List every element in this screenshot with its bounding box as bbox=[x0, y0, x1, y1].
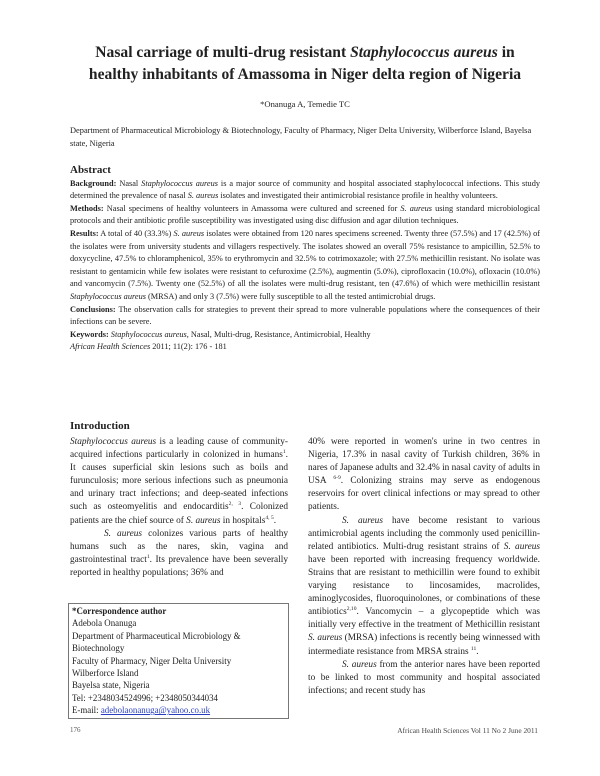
text-run: S. aureus bbox=[400, 203, 433, 213]
text-run: S. aureus bbox=[503, 541, 541, 552]
keywords bbox=[70, 329, 540, 342]
text-run: Nasal carriage of multi-drug resistant bbox=[95, 44, 351, 61]
correspondence-email-row bbox=[72, 704, 285, 716]
section-label: Conclusions: bbox=[70, 304, 116, 314]
abstract-results bbox=[70, 228, 540, 304]
correspondence-dept: Department of Pharmaceutical Microbiology & bbox=[72, 630, 241, 641]
text-run: . Vancomycin – a glycopeptide which was initially very effective in the treatment of Methicillin resistant bbox=[308, 607, 540, 631]
text-run: isolates and investigated their antimicrobial resistance profile in healthy volunteers. bbox=[218, 191, 498, 201]
authors: *Onanuga A, Temedie TC bbox=[260, 99, 350, 109]
introduction-right-column bbox=[308, 436, 540, 698]
correspondence-state: Bayelsa state, Nigeria bbox=[72, 680, 150, 691]
correspondence-faculty: Faculty of Pharmacy, Niger Delta University bbox=[72, 655, 232, 666]
correspondence-island: Wilberforce Island bbox=[72, 668, 139, 679]
section-label: Keywords: bbox=[70, 329, 109, 339]
abstract-heading: Abstract bbox=[70, 164, 111, 176]
text-run: . Colonizing strains may serve as endogenous reservoirs for overt clinical infections or may spread to other patients. bbox=[308, 476, 540, 513]
article-title bbox=[60, 42, 550, 86]
paragraph bbox=[308, 659, 540, 698]
correspondence-name: Adebola Onanuga bbox=[72, 618, 137, 629]
affiliation: Department of Pharmaceutical Microbiology & Biotechnology, Faculty of Pharmacy, Niger Delta University, Wilberforce Island, Bayelsa state, Nigeria bbox=[70, 126, 532, 148]
title-line-1 bbox=[60, 42, 550, 64]
introduction-left-column bbox=[70, 436, 288, 580]
text-run: . bbox=[476, 646, 479, 657]
text-run: Staphylococcus aureus bbox=[70, 291, 146, 301]
text-run: A total of 40 (33.3%) bbox=[98, 228, 174, 238]
text-run: using standard microbiological protocols and their antibiotic profile susceptibility was investigated using disc diffusion and agar dilution techniques. bbox=[70, 203, 541, 226]
text-run: Staphylococcus aureus bbox=[141, 178, 218, 188]
reference-superscript: 11 bbox=[470, 645, 477, 652]
text-run: , Nasal, Multi-drug, Resistance, Antimicrobial, Healthy bbox=[186, 329, 371, 339]
abstract-conclusions bbox=[70, 304, 540, 329]
abstract-methods bbox=[70, 203, 540, 228]
text-run: Staphylococcus aureus bbox=[110, 329, 187, 339]
journal-footer: African Health Sciences Vol 11 No 2 June 2011 bbox=[397, 726, 538, 735]
section-label: Background: bbox=[70, 178, 117, 188]
text-run: Nasal bbox=[116, 178, 142, 188]
text-run: . It causes superficial skin lesions such as boils and furunculosis; more serious infections such as pneumonia and urinary tract infections; and deep-seated infections such as osteomyelitis and endocarditis bbox=[70, 450, 288, 513]
text-run: (MRSA) infections is recently being winnessed with intermediate resistance from MRSA strains bbox=[308, 633, 541, 657]
text-run: S. aureus bbox=[104, 528, 143, 539]
abstract-section bbox=[70, 164, 540, 354]
paragraph bbox=[70, 436, 288, 528]
text-run: S. aureus bbox=[342, 515, 383, 526]
text-run: . Colonized patients are the chief source of bbox=[70, 502, 288, 526]
correspondence-box bbox=[68, 603, 289, 719]
text-run: Staphylococcus aureus bbox=[70, 437, 157, 447]
text-run: African Health Sciences bbox=[70, 342, 151, 352]
text-run: S. aureus bbox=[173, 228, 205, 238]
text-run: The observation calls for strategies to prevent their spread to more vulnerable populations where the consequences of their infections can be severe. bbox=[70, 304, 540, 327]
paragraph bbox=[308, 436, 540, 515]
text-run: 2011; 11(2): 176 - 181 bbox=[150, 342, 227, 352]
text-run: . bbox=[273, 515, 277, 526]
text-run: Nasal specimens of healthy volunteers in Amassoma were cultured and screened for bbox=[103, 203, 401, 213]
text-run: (MRSA) and only 3 (7.5%) were fully susceptible to all the tested antimicrobial drugs. bbox=[145, 291, 436, 301]
email-label: E-mail: bbox=[72, 705, 101, 716]
citation bbox=[70, 341, 540, 354]
title-line-2 bbox=[60, 64, 550, 86]
text-run: is a leading cause of community-acquired infections particularly in colonized in humans bbox=[70, 437, 288, 461]
paragraph bbox=[308, 515, 540, 659]
correspondence-tel: Tel: +2348034524996; +2348050344034 bbox=[72, 692, 218, 703]
reference-superscript: 1 bbox=[146, 553, 150, 560]
text-run: S. aureus bbox=[186, 515, 221, 526]
text-run: S. aureus bbox=[187, 191, 219, 201]
text-run: in bbox=[497, 44, 515, 61]
reference-superscript: 4, 5 bbox=[265, 514, 274, 521]
text-run: healthy inhabitants of Amassoma in Niger delta region of Nigeria bbox=[88, 66, 522, 83]
section-label: Methods: bbox=[70, 203, 104, 213]
correspondence-heading: *Correspondence author bbox=[72, 606, 167, 616]
text-run: from the anterior nares have been reported to be linked to most community and hospital associated infections; and recent study has bbox=[308, 659, 541, 696]
text-run: S. aureus bbox=[342, 659, 377, 670]
introduction-heading: Introduction bbox=[70, 420, 130, 432]
text-run: colonizes various parts of healthy humans such as the nares, skin, vagina and gastrointestinal tract bbox=[70, 528, 289, 565]
reference-superscript: 2, 3 bbox=[228, 501, 242, 508]
reference-superscript: 6-9 bbox=[333, 475, 341, 482]
text-run: is a major source of community and hospital associated staphylococcal infections. This study determined the prevalence of nasal bbox=[70, 178, 540, 201]
page-number: 176 bbox=[70, 726, 81, 734]
abstract-background bbox=[70, 178, 540, 203]
text-run: have become resistant to various antimicrobial agents including the commonly used penicillin-related antibiotics. Multi-drug resistant strains of bbox=[308, 515, 540, 552]
reference-superscript: 2,10 bbox=[346, 606, 357, 613]
text-run: . Its prevalence have been severally reported in healthy populations; 36% and bbox=[70, 554, 288, 578]
text-run: have been reported with increasing frequency worldwide. Strains that are resistant to methicillin were found to exhibit varying resistance to lincosamides, macrolides, aminoglycosides, fluoroquinolones, or combinations of these antibiotics bbox=[308, 554, 540, 618]
text-run: in hospitals bbox=[220, 515, 266, 526]
text-run: S. aureus bbox=[308, 633, 343, 644]
paragraph bbox=[70, 528, 288, 580]
reference-superscript: 1 bbox=[282, 449, 286, 455]
text-run: 40% were reported in women's urine in two centres in Nigeria, 17.3% in nasal cavity of Turkish children, 36% in nares of Japanese adults and 32.4% in nasal cavity of adults in USA bbox=[308, 437, 540, 487]
text-run: Staphylococcus aureus bbox=[350, 44, 498, 61]
text-run: isolates were obtained from 120 nares specimens screened. Twenty three (57.5%) and 17 (42.5%) of the isolates were from university students and villagers respectively. The isolates showed an overall 75% resistance to ampicillin, 52.5% to doxycycline, 47.5% to chloramphenicol, 35% to erythromycin and 32.5% to cotrimoxazole; with 27.5% methicillin resistant. No isolate was resistant to gentamicin while few isolates were resistant to cefuroxime (2.5%), augmentin (5.0%), ciprofloxacin (10.0%), ofloxacin (10.0%) and vancomycin (7.5%). Twenty one (52.5%) of all the isolates were multi-drug resistant, ten (47.6%) of which were methicillin resistant bbox=[70, 228, 540, 289]
correspondence-dept-cont: Biotechnology bbox=[72, 643, 125, 654]
section-label: Results: bbox=[70, 228, 99, 238]
email-link[interactable]: adebolaonanuga@yahoo.co.uk bbox=[100, 705, 211, 716]
